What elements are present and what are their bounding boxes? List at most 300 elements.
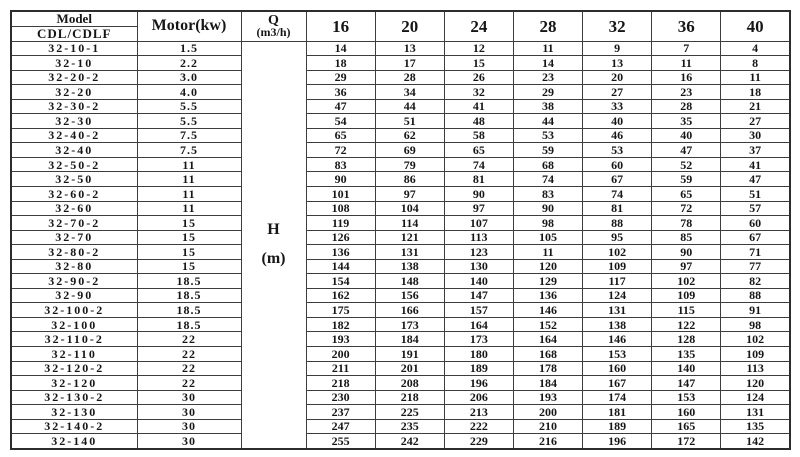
flow-rate-header-16: 16 [306, 11, 375, 41]
motor-kw-cell: 7.5 [137, 128, 241, 143]
motor-kw-cell: 1.5 [137, 41, 241, 56]
head-value-cell: 109 [652, 288, 721, 303]
head-value-cell: 88 [721, 288, 790, 303]
head-value-cell: 60 [721, 216, 790, 231]
head-value-cell: 242 [375, 434, 444, 449]
head-value-cell: 79 [375, 157, 444, 172]
head-value-cell: 67 [583, 172, 652, 187]
motor-kw-cell: 15 [137, 259, 241, 274]
head-value-cell: 27 [721, 114, 790, 129]
head-value-cell: 156 [375, 288, 444, 303]
head-value-cell: 247 [306, 419, 375, 434]
head-value-cell: 97 [375, 186, 444, 201]
motor-kw-cell: 11 [137, 157, 241, 172]
table-row [11, 303, 790, 318]
head-value-cell: 15 [444, 56, 513, 71]
head-value-cell: 131 [583, 303, 652, 318]
head-value-cell: 128 [652, 332, 721, 347]
motor-kw-cell: 22 [137, 361, 241, 376]
head-value-cell: 218 [306, 376, 375, 391]
head-value-cell: 167 [583, 376, 652, 391]
head-value-cell: 16 [652, 70, 721, 85]
head-value-cell: 71 [721, 245, 790, 260]
head-value-cell: 175 [306, 303, 375, 318]
head-value-cell: 65 [444, 143, 513, 158]
head-value-cell: 180 [444, 346, 513, 361]
head-value-cell: 210 [513, 419, 582, 434]
head-value-cell: 191 [375, 346, 444, 361]
head-value-cell: 13 [583, 56, 652, 71]
head-value-cell: 41 [721, 157, 790, 172]
model-cell: 32-60 [11, 201, 137, 216]
flow-rate-header-36: 36 [652, 11, 721, 41]
head-value-cell: 144 [306, 259, 375, 274]
head-value-cell: 81 [583, 201, 652, 216]
head-value-cell: 46 [583, 128, 652, 143]
head-value-cell: 67 [721, 230, 790, 245]
head-value-cell: 65 [652, 186, 721, 201]
head-value-cell: 201 [375, 361, 444, 376]
table-row [11, 99, 790, 114]
head-value-cell: 136 [513, 288, 582, 303]
head-value-cell: 193 [513, 390, 582, 405]
head-value-cell: 104 [375, 201, 444, 216]
head-value-cell: 14 [306, 41, 375, 56]
head-value-cell: 18 [306, 56, 375, 71]
head-value-cell: 218 [375, 390, 444, 405]
q-symbol: Q [268, 12, 279, 28]
table-row [11, 434, 790, 449]
model-cell: 32-130-2 [11, 390, 137, 405]
head-value-cell: 69 [375, 143, 444, 158]
head-value-cell: 11 [721, 70, 790, 85]
head-value-cell: 21 [721, 99, 790, 114]
head-value-cell: 37 [721, 143, 790, 158]
head-value-cell: 173 [444, 332, 513, 347]
head-value-cell: 153 [652, 390, 721, 405]
head-value-cell: 59 [513, 143, 582, 158]
table-row [11, 85, 790, 100]
table-row [11, 41, 790, 56]
model-cell: 32-90 [11, 288, 137, 303]
head-value-cell: 90 [306, 172, 375, 187]
head-value-cell: 162 [306, 288, 375, 303]
head-value-cell: 18 [721, 85, 790, 100]
head-value-cell: 153 [583, 346, 652, 361]
head-value-cell: 23 [652, 85, 721, 100]
head-value-cell: 82 [721, 274, 790, 289]
head-value-cell: 138 [375, 259, 444, 274]
flow-rate-header-20: 20 [375, 11, 444, 41]
head-value-cell: 230 [306, 390, 375, 405]
head-value-cell: 160 [652, 405, 721, 420]
flow-rate-header-32: 32 [583, 11, 652, 41]
head-value-cell: 98 [513, 216, 582, 231]
head-value-cell: 148 [375, 274, 444, 289]
table-row [11, 172, 790, 187]
table-row [11, 230, 790, 245]
head-value-cell: 60 [583, 157, 652, 172]
head-value-cell: 119 [306, 216, 375, 231]
head-value-cell: 26 [444, 70, 513, 85]
head-value-cell: 147 [444, 288, 513, 303]
head-value-cell: 51 [375, 114, 444, 129]
head-value-cell: 189 [583, 419, 652, 434]
head-value-cell: 124 [583, 288, 652, 303]
model-cell: 32-110 [11, 346, 137, 361]
model-cell: 32-40-2 [11, 128, 137, 143]
motor-kw-cell: 11 [137, 172, 241, 187]
head-value-cell: 237 [306, 405, 375, 420]
model-cell: 32-70 [11, 230, 137, 245]
model-cell: 32-30-2 [11, 99, 137, 114]
head-value-cell: 109 [583, 259, 652, 274]
motor-kw-cell: 5.5 [137, 99, 241, 114]
head-value-cell: 72 [306, 143, 375, 158]
head-value-cell: 147 [652, 376, 721, 391]
head-value-cell: 9 [583, 41, 652, 56]
head-value-cell: 85 [652, 230, 721, 245]
head-value-cell: 102 [583, 245, 652, 260]
head-value-cell: 105 [513, 230, 582, 245]
model-cell: 32-30 [11, 114, 137, 129]
table-row [11, 361, 790, 376]
head-value-cell: 211 [306, 361, 375, 376]
table-row [11, 128, 790, 143]
motor-kw-cell: 22 [137, 332, 241, 347]
motor-kw-cell: 18.5 [137, 317, 241, 332]
model-cell: 32-140-2 [11, 419, 137, 434]
head-value-cell: 29 [306, 70, 375, 85]
head-value-cell: 135 [721, 419, 790, 434]
head-value-cell: 11 [513, 245, 582, 260]
table-row [11, 216, 790, 231]
head-value-cell: 98 [721, 317, 790, 332]
head-value-cell: 35 [652, 114, 721, 129]
head-value-cell: 13 [375, 41, 444, 56]
model-cell: 32-80-2 [11, 245, 137, 260]
head-value-cell: 135 [652, 346, 721, 361]
table-row [11, 201, 790, 216]
head-value-cell: 174 [583, 390, 652, 405]
model-cell: 32-20-2 [11, 70, 137, 85]
head-value-cell: 154 [306, 274, 375, 289]
head-value-cell: 90 [513, 201, 582, 216]
model-cell: 32-70-2 [11, 216, 137, 231]
head-value-cell: 182 [306, 317, 375, 332]
head-value-cell: 77 [721, 259, 790, 274]
head-value-cell: 4 [721, 41, 790, 56]
model-cell: 32-50 [11, 172, 137, 187]
motor-kw-cell: 22 [137, 376, 241, 391]
head-value-cell: 208 [375, 376, 444, 391]
head-value-cell: 90 [444, 186, 513, 201]
head-value-cell: 36 [306, 85, 375, 100]
head-value-cell: 48 [444, 114, 513, 129]
head-value-cell: 126 [306, 230, 375, 245]
model-cell: 32-140 [11, 434, 137, 449]
table-row [11, 274, 790, 289]
table-row [11, 143, 790, 158]
head-value-cell: 225 [375, 405, 444, 420]
head-value-cell: 88 [583, 216, 652, 231]
head-value-cell: 229 [444, 434, 513, 449]
head-value-cell: 34 [375, 85, 444, 100]
head-value-cell: 200 [306, 346, 375, 361]
head-value-cell: 97 [652, 259, 721, 274]
head-value-cell: 91 [721, 303, 790, 318]
table-row [11, 288, 790, 303]
head-value-cell: 7 [652, 41, 721, 56]
head-value-cell: 165 [652, 419, 721, 434]
head-value-cell: 146 [513, 303, 582, 318]
head-value-cell: 102 [652, 274, 721, 289]
motor-kw-cell: 3.0 [137, 70, 241, 85]
head-value-cell: 47 [306, 99, 375, 114]
head-value-cell: 23 [513, 70, 582, 85]
head-value-cell: 136 [306, 245, 375, 260]
table-row [11, 70, 790, 85]
table-row [11, 346, 790, 361]
table-row [11, 157, 790, 172]
head-value-cell: 184 [375, 332, 444, 347]
model-cell: 32-40 [11, 143, 137, 158]
head-value-cell: 53 [513, 128, 582, 143]
head-value-cell: 74 [583, 186, 652, 201]
head-value-cell: 83 [513, 186, 582, 201]
head-value-cell: 152 [513, 317, 582, 332]
motor-kw-cell: 11 [137, 186, 241, 201]
head-value-cell: 44 [375, 99, 444, 114]
head-value-cell: 51 [721, 186, 790, 201]
motor-kw-cell: 5.5 [137, 114, 241, 129]
model-cell: 32-110-2 [11, 332, 137, 347]
head-value-cell: 11 [513, 41, 582, 56]
head-value-cell: 157 [444, 303, 513, 318]
head-value-cell: 216 [513, 434, 582, 449]
table-header [11, 11, 790, 41]
head-value-cell: 41 [444, 99, 513, 114]
head-value-cell: 181 [583, 405, 652, 420]
head-value-cell: 20 [583, 70, 652, 85]
head-value-cell: 47 [721, 172, 790, 187]
head-value-cell: 47 [652, 143, 721, 158]
head-value-cell: 32 [444, 85, 513, 100]
table-row [11, 114, 790, 129]
head-value-cell: 166 [375, 303, 444, 318]
model-header: Model [11, 11, 137, 26]
head-value-cell: 123 [444, 245, 513, 260]
model-cell: 32-130 [11, 405, 137, 420]
head-value-cell: 172 [652, 434, 721, 449]
model-cell: 32-10-1 [11, 41, 137, 56]
head-value-cell: 11 [652, 56, 721, 71]
head-value-cell: 120 [513, 259, 582, 274]
head-value-cell: 81 [444, 172, 513, 187]
h-symbol: H [267, 220, 280, 238]
motor-kw-cell: 11 [137, 201, 241, 216]
table-row [11, 332, 790, 347]
motor-kw-cell: 4.0 [137, 85, 241, 100]
head-value-cell: 184 [513, 376, 582, 391]
head-value-cell: 101 [306, 186, 375, 201]
head-value-cell: 30 [721, 128, 790, 143]
flow-rate-header-40: 40 [721, 11, 790, 41]
motor-kw-cell: 18.5 [137, 288, 241, 303]
model-cell: 32-100-2 [11, 303, 137, 318]
head-value-cell: 164 [513, 332, 582, 347]
motor-kw-cell: 30 [137, 434, 241, 449]
head-value-cell: 109 [721, 346, 790, 361]
head-value-cell: 97 [444, 201, 513, 216]
head-value-cell: 189 [444, 361, 513, 376]
head-value-cell: 160 [583, 361, 652, 376]
motor-kw-cell: 18.5 [137, 303, 241, 318]
table-row [11, 245, 790, 260]
q-unit: (m3/h) [256, 25, 291, 40]
head-value-cell: 130 [444, 259, 513, 274]
series-header: CDL/CDLF [11, 26, 137, 41]
table-row [11, 259, 790, 274]
head-value-cell: 83 [306, 157, 375, 172]
head-value-cell: 102 [721, 332, 790, 347]
head-value-cell: 72 [652, 201, 721, 216]
head-value-cell: 8 [721, 56, 790, 71]
head-value-cell: 193 [306, 332, 375, 347]
h-unit: (m) [261, 250, 286, 268]
head-value-cell: 52 [652, 157, 721, 172]
head-value-cell: 57 [721, 201, 790, 216]
head-value-cell: 222 [444, 419, 513, 434]
model-cell: 32-90-2 [11, 274, 137, 289]
head-unit-cell [241, 41, 306, 449]
motor-kw-cell: 30 [137, 419, 241, 434]
head-value-cell: 44 [513, 114, 582, 129]
table-row [11, 419, 790, 434]
motor-kw-cell: 30 [137, 390, 241, 405]
model-cell: 32-100 [11, 317, 137, 332]
head-value-cell: 17 [375, 56, 444, 71]
head-value-cell: 113 [721, 361, 790, 376]
table-row [11, 376, 790, 391]
head-value-cell: 74 [444, 157, 513, 172]
flow-rate-header-28: 28 [513, 11, 582, 41]
head-value-cell: 12 [444, 41, 513, 56]
head-value-cell: 120 [721, 376, 790, 391]
flow-q-header [241, 11, 306, 41]
head-value-cell: 53 [583, 143, 652, 158]
head-value-cell: 28 [652, 99, 721, 114]
head-value-cell: 38 [513, 99, 582, 114]
head-value-cell: 58 [444, 128, 513, 143]
head-value-cell: 122 [652, 317, 721, 332]
head-value-cell: 131 [721, 405, 790, 420]
head-value-cell: 124 [721, 390, 790, 405]
head-value-cell: 138 [583, 317, 652, 332]
table-row [11, 317, 790, 332]
head-value-cell: 86 [375, 172, 444, 187]
head-value-cell: 107 [444, 216, 513, 231]
model-cell: 32-120 [11, 376, 137, 391]
motor-kw-cell: 18.5 [137, 274, 241, 289]
head-value-cell: 140 [444, 274, 513, 289]
head-value-cell: 173 [375, 317, 444, 332]
head-value-cell: 113 [444, 230, 513, 245]
model-cell: 32-10 [11, 56, 137, 71]
head-value-cell: 62 [375, 128, 444, 143]
motor-kw-cell: 30 [137, 405, 241, 420]
head-value-cell: 200 [513, 405, 582, 420]
head-value-cell: 235 [375, 419, 444, 434]
head-value-cell: 29 [513, 85, 582, 100]
motor-kw-cell: 22 [137, 346, 241, 361]
model-cell: 32-50-2 [11, 157, 137, 172]
head-value-cell: 178 [513, 361, 582, 376]
table-row [11, 56, 790, 71]
head-value-cell: 115 [652, 303, 721, 318]
head-value-cell: 28 [375, 70, 444, 85]
motor-kw-header: Motor(kw) [137, 11, 241, 41]
model-cell: 32-80 [11, 259, 137, 274]
head-value-cell: 27 [583, 85, 652, 100]
motor-kw-cell: 7.5 [137, 143, 241, 158]
header-row-1 [11, 11, 790, 26]
head-value-cell: 74 [513, 172, 582, 187]
head-value-cell: 117 [583, 274, 652, 289]
head-value-cell: 213 [444, 405, 513, 420]
head-value-cell: 168 [513, 346, 582, 361]
motor-kw-cell: 15 [137, 216, 241, 231]
head-value-cell: 121 [375, 230, 444, 245]
head-value-cell: 196 [444, 376, 513, 391]
head-value-cell: 90 [652, 245, 721, 260]
head-value-cell: 40 [583, 114, 652, 129]
table-row [11, 186, 790, 201]
head-value-cell: 33 [583, 99, 652, 114]
head-value-cell: 140 [652, 361, 721, 376]
pump-table-body [11, 41, 790, 449]
head-value-cell: 108 [306, 201, 375, 216]
head-value-cell: 95 [583, 230, 652, 245]
head-value-cell: 59 [652, 172, 721, 187]
pump-performance-table [10, 10, 791, 450]
head-value-cell: 206 [444, 390, 513, 405]
motor-kw-cell: 15 [137, 245, 241, 260]
head-value-cell: 78 [652, 216, 721, 231]
head-value-cell: 129 [513, 274, 582, 289]
model-cell: 32-60-2 [11, 186, 137, 201]
head-value-cell: 14 [513, 56, 582, 71]
head-value-cell: 255 [306, 434, 375, 449]
motor-kw-cell: 15 [137, 230, 241, 245]
model-cell: 32-120-2 [11, 361, 137, 376]
head-value-cell: 146 [583, 332, 652, 347]
head-value-cell: 196 [583, 434, 652, 449]
table-row [11, 390, 790, 405]
head-value-cell: 40 [652, 128, 721, 143]
head-value-cell: 131 [375, 245, 444, 260]
head-value-cell: 164 [444, 317, 513, 332]
flow-rate-header-24: 24 [444, 11, 513, 41]
model-cell: 32-20 [11, 85, 137, 100]
head-value-cell: 142 [721, 434, 790, 449]
motor-kw-cell: 2.2 [137, 56, 241, 71]
table-row [11, 405, 790, 420]
head-value-cell: 68 [513, 157, 582, 172]
head-value-cell: 65 [306, 128, 375, 143]
head-value-cell: 54 [306, 114, 375, 129]
head-value-cell: 114 [375, 216, 444, 231]
